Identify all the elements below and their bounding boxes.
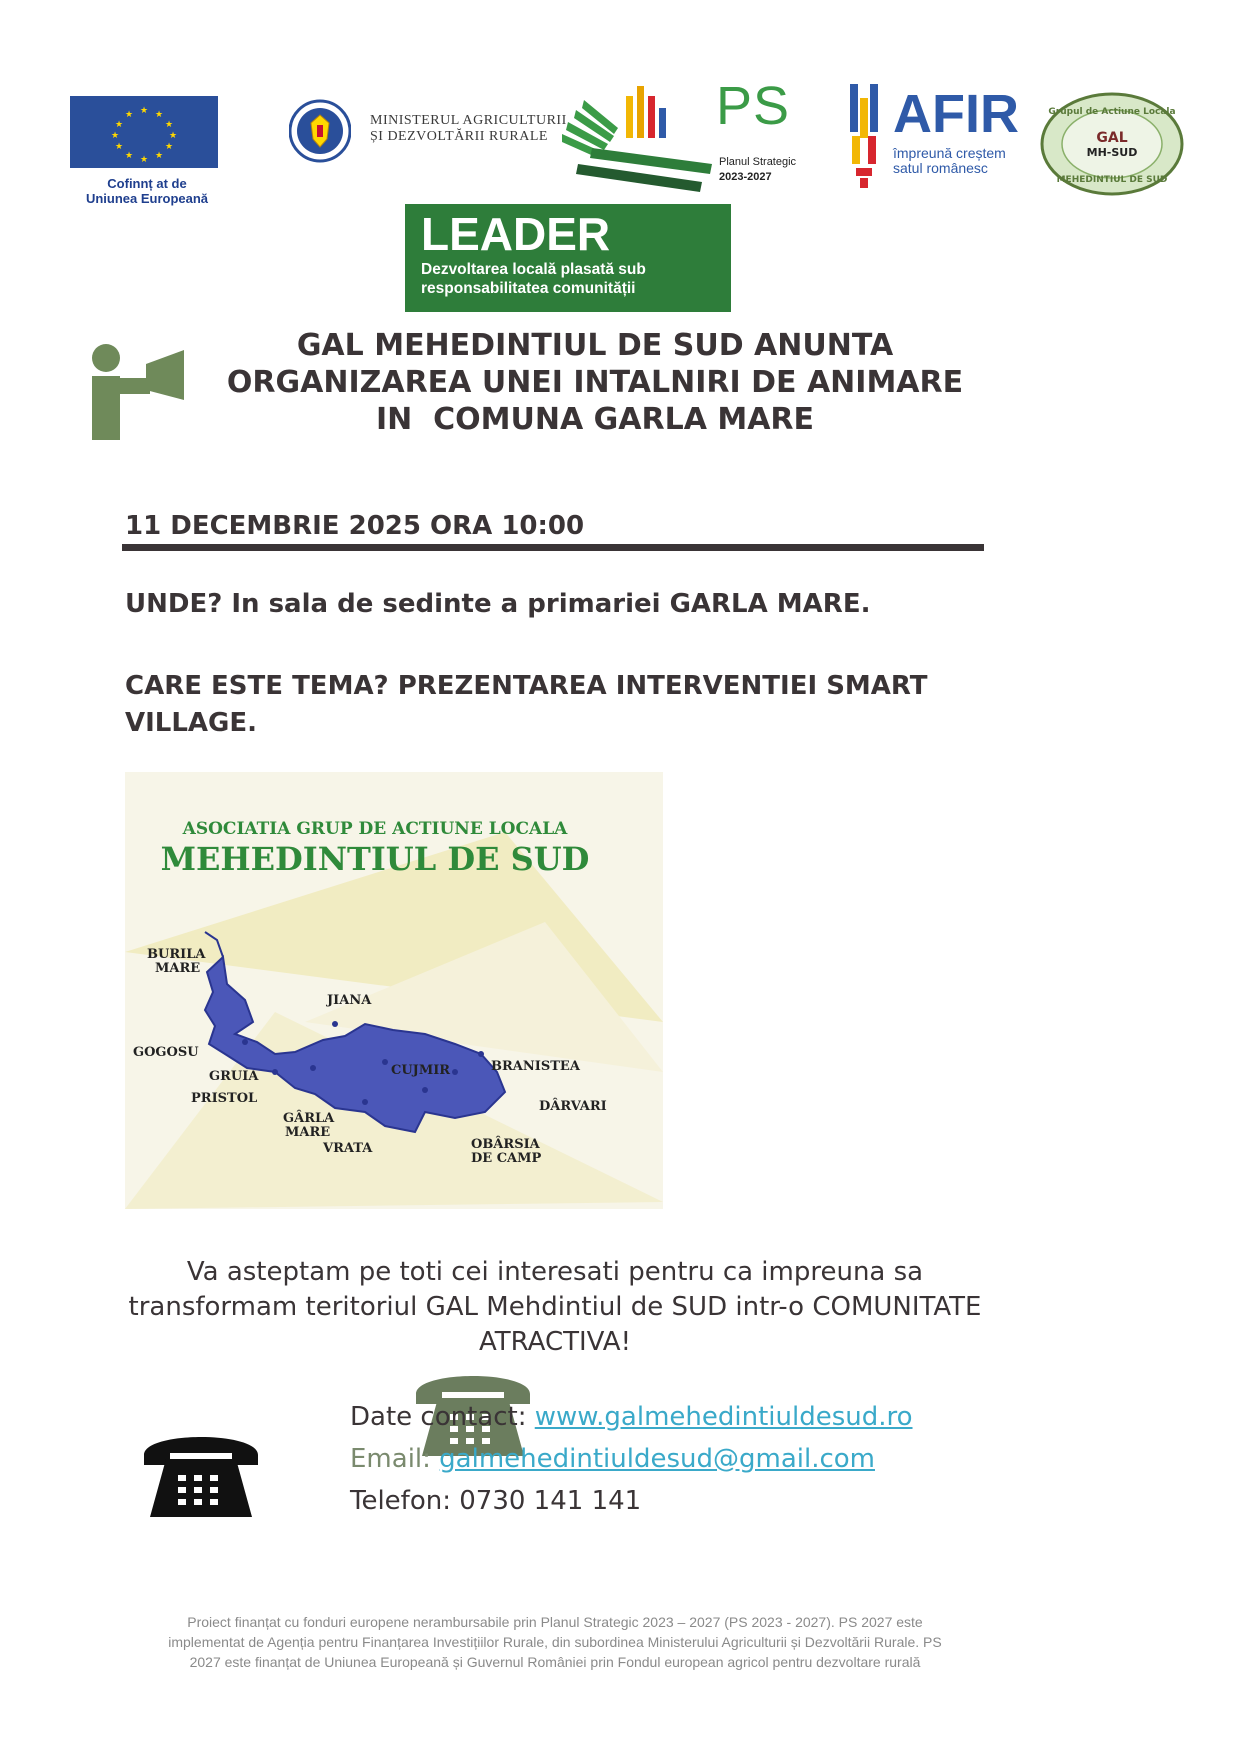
- map-place-darvari: DÂRVARI: [539, 1099, 607, 1114]
- map-place-burila: BURILA: [147, 947, 206, 962]
- headline-line2: ORGANIZAREA UNEI INTALNIRI DE ANIMARE: [226, 365, 964, 400]
- map-place-burila-mare: MARE: [155, 961, 201, 976]
- invitation-line2: transformam teritoriul GAL Mehdintiul de SUD intr-o COMUNITATE: [128, 1292, 982, 1322]
- map-place-vrata: VRATA: [323, 1141, 373, 1156]
- headline-line3: IN COMUNA GARLA MARE: [375, 402, 815, 437]
- announcement-megaphone-icon: [90, 344, 186, 440]
- date-divider: [122, 544, 984, 551]
- svg-text:★: ★: [110, 131, 120, 141]
- leader-subtitle: [421, 260, 646, 298]
- announcement-headline: [190, 327, 1000, 438]
- svg-text:★: ★: [164, 142, 174, 152]
- event-location: UNDE? In sala de sedinte a primariei GARLA MARE.: [125, 589, 871, 619]
- map-place-branistea: BRANISTEA: [491, 1059, 580, 1074]
- contact-email-row: [350, 1442, 875, 1476]
- svg-text:★: ★: [114, 142, 124, 152]
- svg-text:★: ★: [114, 120, 124, 130]
- ministry-line1: MINISTERUL AGRICULTURII: [370, 113, 567, 128]
- website-link[interactable]: www.galmehedintiuldesud.ro: [534, 1402, 913, 1432]
- map-place-garla: GÂRLA: [283, 1111, 335, 1126]
- svg-text:★: ★: [139, 155, 149, 165]
- afir-slogan-line2: satul românesc: [893, 160, 988, 176]
- afir-logo-title: AFIR: [893, 84, 1019, 144]
- invitation-line3: ATRACTIVA!: [478, 1327, 632, 1357]
- gal-badge-name: GAL: [1096, 130, 1128, 146]
- gal-territory-map-image: [125, 772, 663, 1209]
- svg-text:★: ★: [124, 151, 134, 161]
- svg-text:★: ★: [139, 106, 149, 116]
- ps-logo-subtitle: Planul Strategic: [719, 156, 797, 168]
- footer-line3: 2027 este finanțat de Uniunea Europeană și Guvernul României prin Fondul european agricol pentru dezvoltare rurală: [189, 1654, 921, 1670]
- ps-stripes-icon: [562, 82, 712, 192]
- contact-website-row: [350, 1400, 913, 1434]
- invitation-line1: Va asteptam pe toti cei interesati pentru ca impreuna sa: [186, 1257, 924, 1287]
- eu-caption-line2: Uniunea Europeană: [85, 191, 209, 206]
- headline-line1: GAL MEHEDINTIUL DE SUD ANUNTA: [296, 328, 894, 363]
- afir-bars-icon: [850, 84, 878, 188]
- ministry-line2: ȘI DEZVOLTĂRII RURALE: [370, 129, 548, 144]
- leader-subtitle-line2: responsabilitatea comunității: [421, 280, 636, 297]
- svg-text:★: ★: [154, 110, 164, 120]
- map-place-jiana: JIANA: [327, 993, 372, 1008]
- contact-email-label: Email:: [350, 1444, 440, 1474]
- email-link[interactable]: galmehedintiuldesud@gmail.com: [439, 1444, 875, 1474]
- funding-footer: [120, 1612, 990, 1672]
- eu-flag-icon: [70, 96, 218, 168]
- footer-line1: Proiect finanțat cu fonduri europene nerambursabile prin Planul Strategic 2023 – 2027 (PS 2023 - 2027). PS 2027 este: [187, 1614, 923, 1630]
- map-place-gruia: GRUIA: [209, 1069, 259, 1084]
- footer-line2: implementat de Agenția pentru Finanțarea Investițiilor Rurale, din subordinea Ministerului Agriculturii și Dezvoltării Rurale. PS: [168, 1634, 942, 1650]
- gal-badge-icon: [1040, 92, 1185, 196]
- contact-phone: Telefon: 0730 141 141: [350, 1486, 642, 1516]
- svg-text:★: ★: [168, 131, 178, 141]
- afir-slogan: [893, 146, 1006, 176]
- gal-badge-top-text: Grupul de Actiune Locala: [1048, 107, 1176, 117]
- event-topic-line1: CARE ESTE TEMA? PREZENTAREA INTERVENTIEI SMART: [125, 671, 928, 701]
- eu-caption-line1: Cofinnț at de: [107, 176, 187, 191]
- event-topic: [125, 668, 1005, 742]
- telephone-icon: [140, 1425, 262, 1517]
- map-place-gogosu: GOGOSU: [133, 1045, 199, 1060]
- svg-text:★: ★: [154, 151, 164, 161]
- contact-website-label: Date contact:: [350, 1402, 535, 1432]
- map-place-obarsia-de-camp: DE CAMP: [471, 1151, 542, 1166]
- event-date: 11 DECEMBRIE 2025 ORA 10:00: [125, 511, 585, 541]
- leader-banner: [405, 204, 731, 312]
- ministry-name: [370, 113, 567, 145]
- map-place-garla-mare: MARE: [285, 1125, 331, 1140]
- ps-logo-years: 2023-2027: [719, 171, 772, 183]
- gal-badge-bottom-text: MEHEDINTIUL DE SUD: [1056, 175, 1168, 185]
- leader-subtitle-line1: Dezvoltarea locală plasată sub: [421, 261, 646, 278]
- leader-title: LEADER: [421, 208, 611, 260]
- map-title-line2: MEHEDINTIUL DE SUD: [160, 840, 590, 878]
- gal-badge-code: MH-SUD: [1086, 146, 1138, 159]
- romanian-government-seal-icon: [289, 95, 351, 167]
- map-place-obarsia: OBÂRSIA: [471, 1137, 540, 1152]
- ps-logo-title: PS: [716, 76, 791, 136]
- svg-text:★: ★: [124, 110, 134, 120]
- map-title-line1: ASOCIATIA GRUP DE ACTIUNE LOCALA: [182, 819, 568, 839]
- afir-slogan-line1: împreună creștem: [893, 145, 1006, 161]
- eu-cofinancing-caption: [52, 176, 242, 206]
- invitation-text: [120, 1255, 990, 1360]
- svg-text:★: ★: [164, 120, 174, 130]
- map-place-cujmir: CUJMIR: [391, 1063, 451, 1078]
- map-place-pristol: PRISTOL: [191, 1091, 258, 1106]
- event-topic-line2: VILLAGE.: [125, 708, 258, 738]
